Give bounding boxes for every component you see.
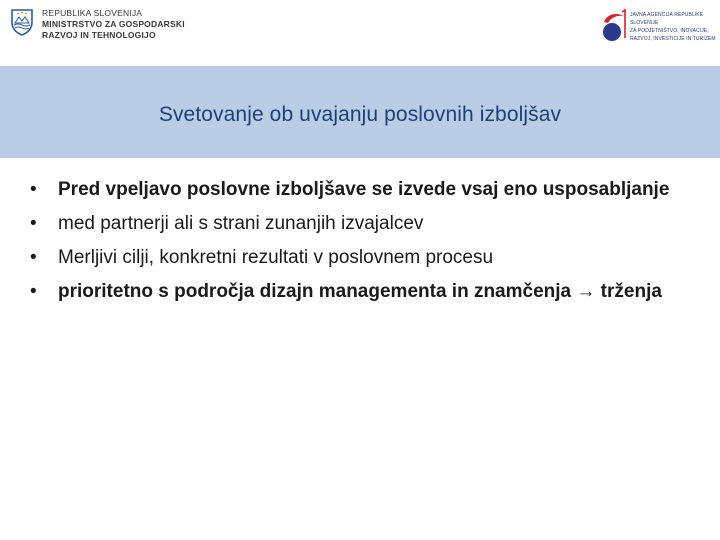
- bullet-text: med partnerji ali s strani zunanjih izvajalcev: [58, 213, 424, 234]
- ministry-line-1: REPUBLIKA SLOVENIJA: [42, 8, 143, 18]
- bullet-item: [28, 178, 688, 202]
- ministry-name: [42, 8, 185, 41]
- bullet-text: prioritetno s področja dizajn managementa in znamčenja: [58, 281, 572, 302]
- right-arrow-icon: →: [576, 281, 596, 302]
- bullet-text: Merljivi cilji, konkretni rezultati v poslovnem procesu: [58, 247, 494, 268]
- bullet-text-after-arrow: trženja: [600, 281, 662, 302]
- slide-header: [0, 0, 720, 66]
- bullet-item: [28, 246, 688, 270]
- slide-title: Svetovanje ob uvajanju poslovnih izboljšav: [158, 103, 562, 126]
- title-band: [0, 66, 720, 158]
- bullet-marker: •: [30, 247, 37, 268]
- slide-content: [28, 178, 688, 314]
- agency-logo: [598, 8, 720, 46]
- bullet-marker: •: [30, 213, 37, 234]
- agency-line-2: ZA PODJETNIŠTVO, INOVACIJE, RAZVOJ, INVESTICIJE IN TURIZEM: [630, 28, 716, 42]
- spirit-agency-logo-icon: [598, 8, 628, 46]
- ministry-logo: [10, 8, 185, 41]
- bullet-item: [28, 280, 688, 304]
- bullet-item: [28, 212, 688, 236]
- bullet-marker: •: [30, 281, 37, 302]
- ministry-line-3: RAZVOJ IN TEHNOLOGIJO: [42, 30, 156, 40]
- agency-name: [630, 11, 720, 43]
- bullet-list: [28, 178, 688, 304]
- agency-line-1: JAVNA AGENCIJA REPUBLIKE SLOVENIJE: [630, 12, 704, 26]
- bullet-text: Pred vpeljavo poslovne izboljšave se izvede vsaj eno usposabljanje: [58, 179, 670, 200]
- ministry-line-2: MINISTRSTVO ZA GOSPODARSKI: [42, 19, 185, 29]
- bullet-marker: •: [30, 179, 37, 200]
- slovenia-coat-of-arms-icon: [10, 8, 34, 36]
